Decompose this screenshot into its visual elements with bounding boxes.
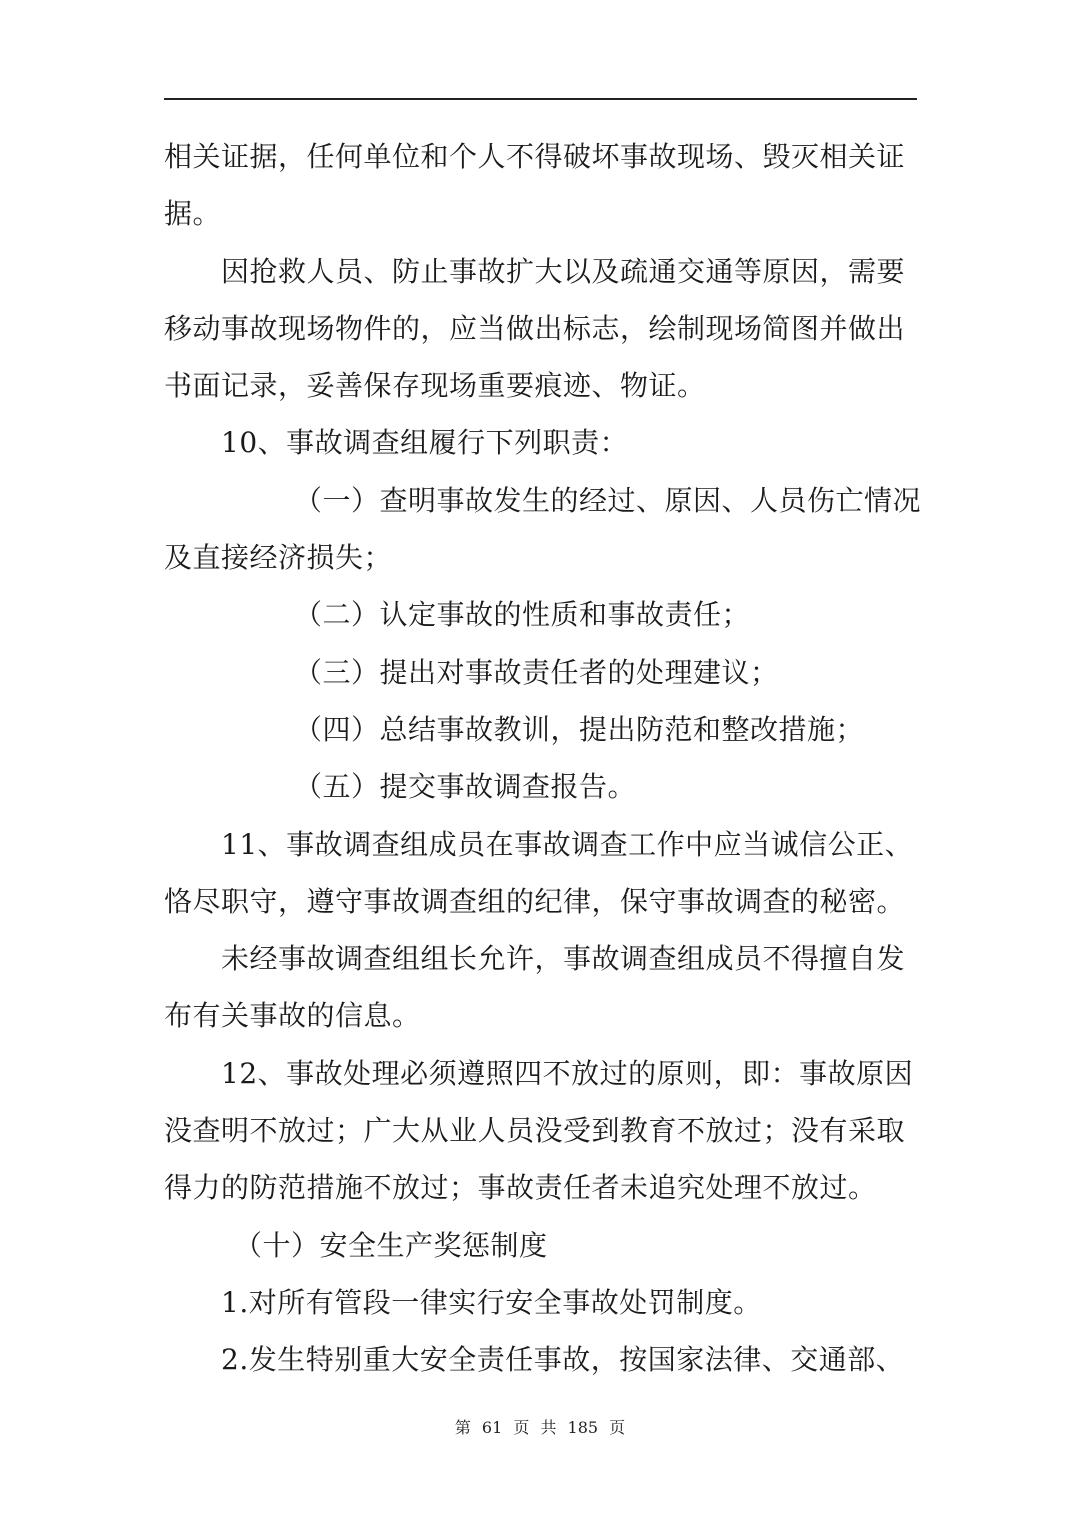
text-line: 移动事故现场物件的，应当做出标志，绘制现场简图并做出 (164, 311, 906, 345)
text-line: 据。 (164, 197, 222, 231)
text-line: 10、事故调查组履行下列职责： (221, 426, 629, 460)
section-heading: （十）安全生产奖惩制度 (234, 1228, 548, 1262)
text-line: 没查明不放过；广大从业人员没受到教育不放过；没有采取 (164, 1114, 906, 1148)
text-line: 相关证据，任何单位和个人不得破坏事故现场、毁灭相关证 (164, 140, 906, 173)
text-line: 及直接经济损失； (164, 541, 393, 575)
text-line: 书面记录，妥善保存现场重要痕迹、物证。 (164, 369, 706, 403)
text-line: 因抢救人员、防止事故扩大以及疏通交通等原因，需要 (221, 254, 906, 288)
text-line: （四）总结事故教训，提出防范和整改措施； (294, 712, 865, 746)
text-line: （二）认定事故的性质和事故责任； (294, 598, 751, 632)
text-line: （三）提出对事故责任者的处理建议； (294, 655, 779, 689)
text-line: 未经事故调查组组长允许，事故调查组成员不得擅自发 (221, 942, 906, 976)
text-line: 1.对所有管段一律实行安全事故处罚制度。 (221, 1285, 762, 1319)
text-line: 2.发生特别重大安全责任事故，按国家法律、交通部、 (221, 1343, 905, 1377)
text-line: 12、事故处理必须遵照四不放过的原则，即：事故原因 (221, 1056, 914, 1090)
header-rule (164, 98, 917, 100)
body-text (164, 128, 922, 1389)
text-line: （五）提交事故调查报告。 (294, 770, 637, 804)
text-line: 恪尽职守，遵守事故调查组的纪律，保守事故调查的秘密。 (164, 884, 906, 918)
text-line: 11、事故调查组成员在事故调查工作中应当诚信公正、 (221, 827, 914, 861)
text-line: 得力的防范措施不放过；事故责任者未追究处理不放过。 (164, 1171, 877, 1205)
page-number-footer: 第 61 页 共 185 页 (454, 1418, 626, 1437)
text-line: 布有关事故的信息。 (164, 999, 421, 1033)
text-line: （一）查明事故发生的经过、原因、人员伤亡情况 (294, 483, 922, 517)
